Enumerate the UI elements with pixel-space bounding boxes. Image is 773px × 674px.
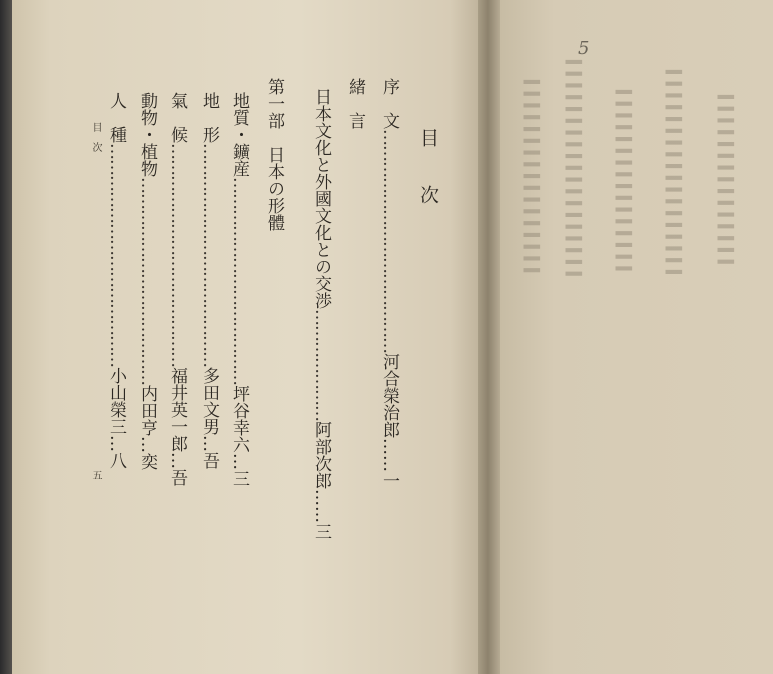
toc-entry-author: 河合榮治郎 [379, 353, 399, 438]
toc-part-heading [263, 78, 285, 231]
toc-entry-author: 福井英一郎 [167, 367, 187, 452]
bleed-through-texture: ▍▍▍▍▍▍▍▍▍▍▍▍▍▍▍▍▍▍ [665, 70, 681, 282]
toc-entry-title: 緒 言 [345, 78, 365, 129]
toc-entry-page: 奕 [137, 453, 157, 470]
pencil-mark: 5 [578, 38, 590, 59]
toc-entry: 氣 候……………………………………福井英一郎…吾 [167, 92, 187, 486]
bleed-through-texture: ▍▍▍▍▍▍▍▍▍▍▍▍▍▍▍▍▍ [523, 80, 539, 281]
toc-entry-page: 八 [106, 452, 126, 469]
gutter-shadow [478, 0, 500, 674]
toc-entry-title: 人 種 [106, 92, 126, 143]
toc-entry-title: 序 文 [379, 78, 399, 129]
toc-entry-page: 吾 [167, 469, 187, 486]
toc-entry-author: 内田亨 [137, 385, 157, 436]
toc-entry [344, 78, 366, 129]
page-number: 五 [90, 470, 101, 480]
toc-entry-page: 吾 [199, 452, 219, 469]
toc-entry-page: 三 [229, 470, 249, 487]
toc-page [12, 0, 488, 674]
toc-entry-title: 地質・鑛産 [229, 92, 249, 177]
book-edge [0, 0, 12, 674]
toc-entry: 地質・鑛産…………………………………坪谷幸六…三 [229, 92, 249, 487]
toc-entry-author: 小山榮三 [106, 367, 126, 435]
toc-entry: 地 形……………………………………多田文男…吾 [199, 92, 219, 469]
toc-entry-page: 三 [311, 523, 331, 540]
bleed-through-texture: ▍▍▍▍▍▍▍▍▍▍▍▍▍▍▍ [717, 95, 733, 272]
bleed-through-texture: ▍▍▍▍▍▍▍▍▍▍▍▍▍▍▍▍▍▍▍ [565, 60, 581, 284]
toc-entry-author: 坪谷幸六 [229, 385, 249, 453]
toc-entry: 日本文化と外國文化との交渉…………………阿部次郎……三 [311, 88, 331, 540]
running-head: 目次 [90, 122, 101, 162]
toc-entry-page: 一 [379, 472, 399, 489]
toc-entry-title: 地 形 [199, 92, 219, 143]
toc-entry: 序 文……………………………………河合榮治郎……一 [379, 78, 399, 489]
toc-entry-title: 第一部 日本の形體 [264, 78, 284, 231]
toc-entry-author: 阿部次郎 [311, 421, 331, 489]
toc-entry-title: 氣 候 [167, 92, 187, 143]
toc-entry-title: 日本文化と外國文化との交渉 [311, 88, 331, 309]
toc-title: 目次 [417, 128, 439, 242]
toc-entry: 動物・植物…………………………………内田亨…奕 [137, 92, 157, 470]
toc-entry-title: 動物・植物 [137, 92, 157, 177]
toc-entry: 人 種……………………………………小山榮三…八 [106, 92, 126, 469]
bleed-through-texture: ▍▍▍▍▍▍▍▍▍▍▍▍▍▍▍▍ [615, 90, 631, 279]
toc-entry-author: 多田文男 [199, 367, 219, 435]
